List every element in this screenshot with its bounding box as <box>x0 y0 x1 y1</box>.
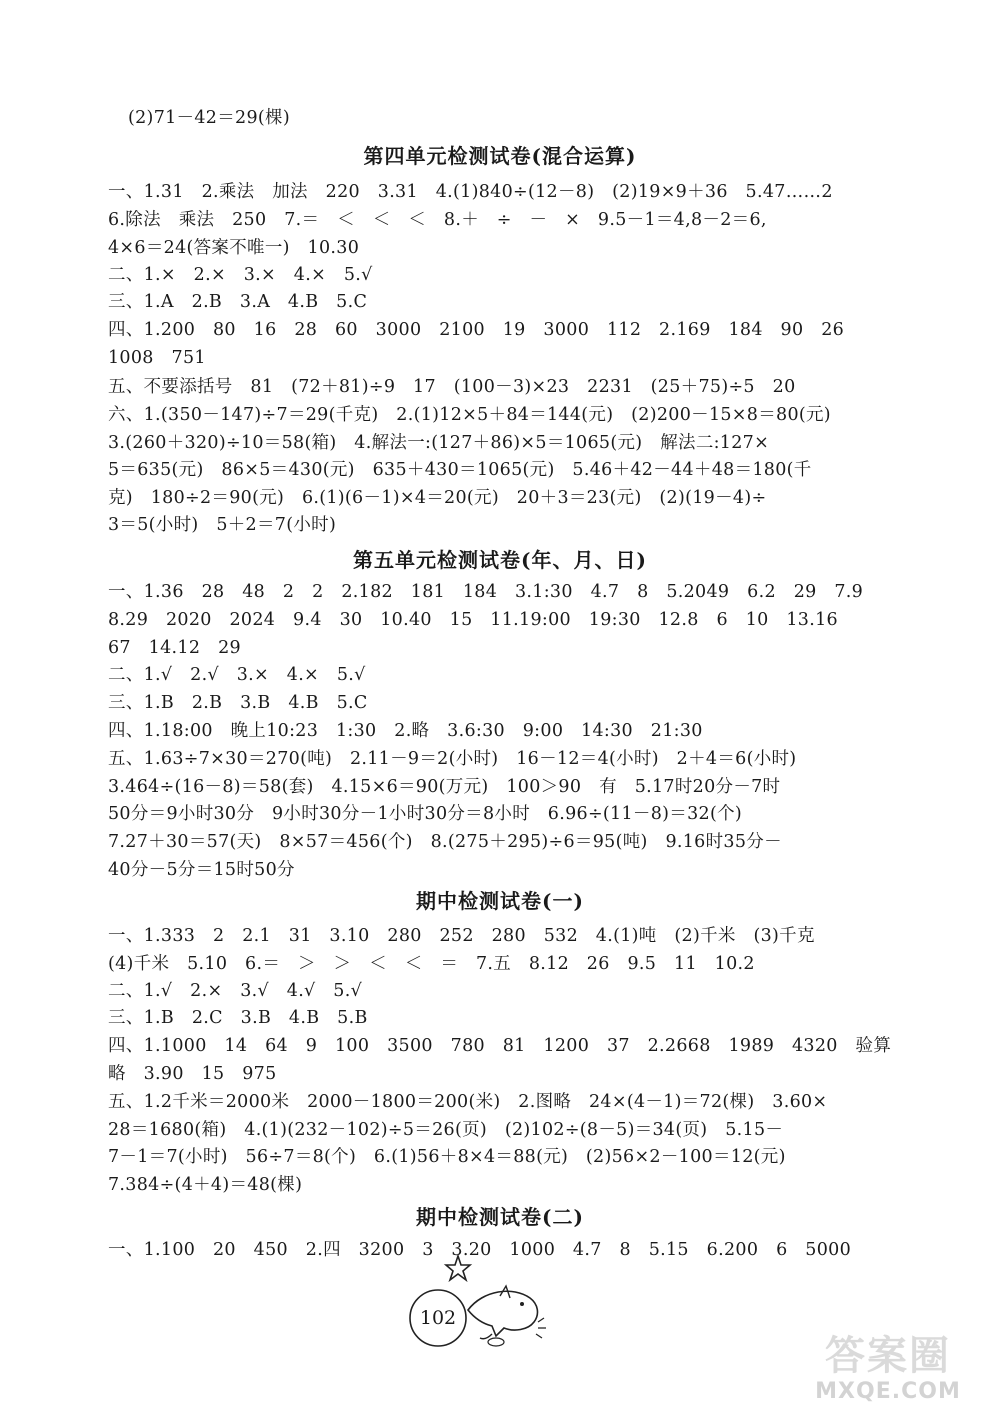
answer-line: 四、1.200 80 16 28 60 3000 2100 19 3000 112 2.169 184 90 26 <box>108 320 845 340</box>
answer-line: 一、1.31 2.乘法 加法 220 3.31 4.(1)840÷(12－8) (2)19×9＋36 5.47……2 <box>108 182 833 202</box>
answer-line: 三、1.B 2.B 3.B 4.B 5.C <box>108 693 368 713</box>
answer-line: 3＝5(小时) 5＋2＝7(小时) <box>108 515 337 535</box>
answer-line: 三、1.B 2.C 3.B 4.B 5.B <box>108 1008 368 1028</box>
answer-line: 4×6＝24(答案不唯一) 10.30 <box>108 238 360 258</box>
answer-line: 克) 180÷2＝90(元) 6.(1)(6－1)×4＝20(元) 20＋3＝23(元) (2)(19－4)÷ <box>108 488 767 508</box>
answer-line: (2)71－42＝29(棵) <box>128 108 290 128</box>
answer-line: 二、1.√ 2.√ 3.× 4.× 5.√ <box>108 665 366 685</box>
answer-line: 二、1.× 2.× 3.× 4.× 5.√ <box>108 265 373 285</box>
answer-line: 7.27＋30＝57(天) 8×57＝456(个) 8.(275＋295)÷6＝95(吨) 9.16时35分－ <box>108 832 782 852</box>
answer-line: (4)千米 5.10 6.＝ ＞ ＞ ＜ ＜ ＝ 7.五 8.12 26 9.5 11 10.2 <box>108 954 755 974</box>
watermark-text: MXQE.COM <box>815 1379 961 1404</box>
answer-line: 6.除法 乘法 250 7.＝ ＜ ＜ ＜ 8.＋ ÷ － × 9.5－1＝4,8－2＝6, <box>108 210 767 230</box>
section-heading-midterm2: 期中检测试卷(二) <box>416 1205 584 1229</box>
answer-line: 五、1.2千米＝2000米 2000－1800＝200(米) 2.图略 24×(4－1)＝72(棵) 3.60× <box>108 1092 828 1112</box>
answer-line: 四、1.1000 14 64 9 100 3500 780 81 1200 37 2.2668 1989 4320 验算 <box>108 1036 892 1056</box>
answer-line: 五、不要添括号 81 (72＋81)÷9 17 (100－3)×23 2231 (25＋75)÷5 20 <box>108 377 796 397</box>
page-number: 102 <box>419 1307 457 1329</box>
answer-line: 五、1.63÷7×30＝270(吨) 2.11－9＝2(小时) 16－12＝4(小时) 2＋4＝6(小时) <box>108 749 797 769</box>
answer-line: 一、1.36 28 48 2 2 2.182 181 184 3.1:30 4.7 8 5.2049 6.2 29 7.9 <box>108 582 864 602</box>
answer-line: 一、1.100 20 450 2.四 3200 3 3.20 1000 4.7 8 5.15 6.200 6 5000 <box>108 1240 852 1260</box>
answer-line: 7－1＝7(小时) 56÷7＝8(个) 6.(1)56＋8×4＝88(元) (2)56×2－100＝12(元) <box>108 1147 786 1167</box>
answer-line: 二、1.√ 2.× 3.√ 4.√ 5.√ <box>108 981 363 1001</box>
section-heading-midterm1: 期中检测试卷(一) <box>416 889 584 913</box>
answer-line: 一、1.333 2 2.1 31 3.10 280 252 280 532 4.(1)吨 (2)千米 (3)千克 <box>108 926 815 946</box>
answer-line: 1008 751 <box>108 348 206 368</box>
watermark-mark: 答案圈 <box>825 1333 951 1379</box>
answer-line: 六、1.(350－147)÷7＝29(千克) 2.(1)12×5＋84＝144(元) (2)200－15×8＝80(元) <box>108 405 831 425</box>
section-heading-unit4: 第四单元检测试卷(混合运算) <box>363 144 637 168</box>
answer-line: 7.384÷(4＋4)＝48(棵) <box>108 1175 303 1195</box>
answer-line: 40分－5分＝15时50分 <box>108 860 295 880</box>
answer-line: 50分＝9小时30分 9小时30分－1小时30分＝8小时 6.96÷(11－8)＝32(个) <box>108 804 743 824</box>
answer-line: 3.464÷(16－8)＝58(套) 4.15×6＝90(万元) 100＞90 有 5.17时20分－7时 <box>108 777 781 797</box>
answer-line: 8.29 2020 2024 9.4 30 10.40 15 11.19:00 19:30 12.8 6 10 13.16 <box>108 610 838 630</box>
answer-line: 5＝635(元) 86×5＝430(元) 635＋430＝1065(元) 5.46＋42－44＋48＝180(千 <box>108 460 812 480</box>
answer-line: 略 3.90 15 975 <box>108 1064 277 1084</box>
watermark-logo <box>798 1318 978 1408</box>
answer-line: 三、1.A 2.B 3.A 4.B 5.C <box>108 292 368 312</box>
answer-line: 3.(260＋320)÷10＝58(箱) 4.解法一:(127＋86)×5＝1065(元) 解法二:127× <box>108 433 770 453</box>
answer-line: 四、1.18:00 晚上10:23 1:30 2.略 3.6:30 9:00 14:30 21:30 <box>108 721 703 741</box>
answer-line: 28＝1680(箱) 4.(1)(232－102)÷5＝26(页) (2)102÷(8－5)＝34(页) 5.15－ <box>108 1120 784 1140</box>
section-heading-unit5: 第五单元检测试卷(年、月、日) <box>353 548 647 572</box>
answer-line: 67 14.12 29 <box>108 638 241 658</box>
